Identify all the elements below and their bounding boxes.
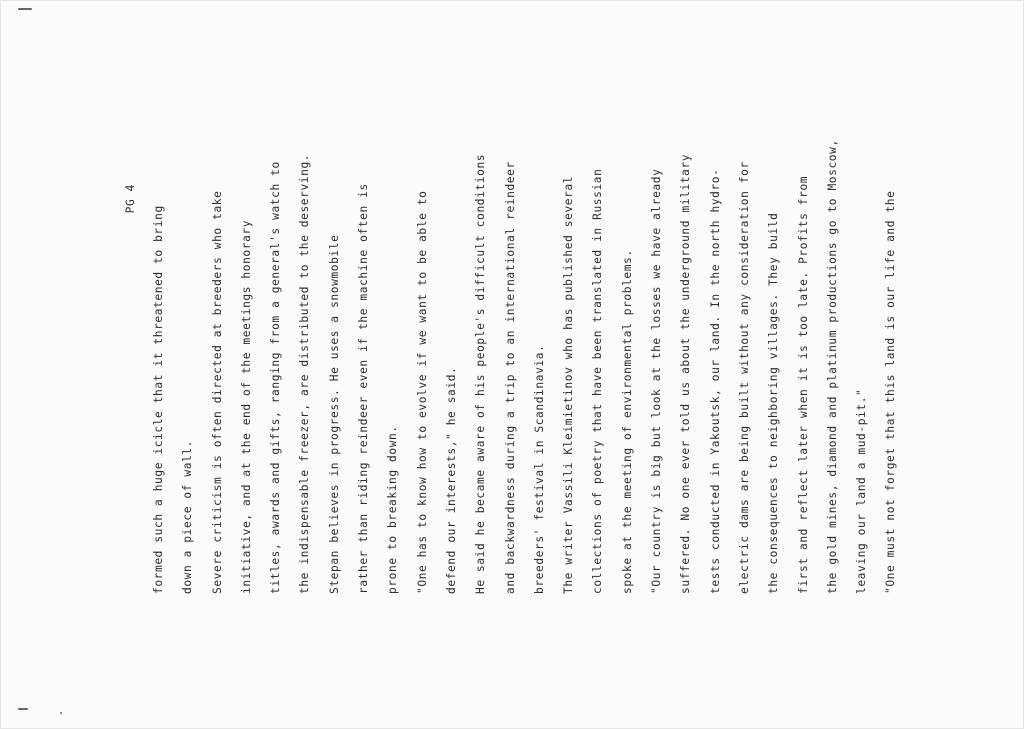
text-line: electric dams are being built without any consideration for bbox=[738, 161, 752, 594]
text-line: defend our interests," he said. bbox=[445, 366, 459, 594]
text-line: "Our country is big but look at the losses we have already bbox=[650, 168, 664, 594]
text-line: rather than riding reindeer even if the machine often is bbox=[357, 183, 371, 594]
text-line: breeders' festival in Scandinavia. bbox=[533, 344, 546, 594]
typed-text-block bbox=[118, 134, 906, 594]
text-line: suffered. No one ever told us about the underground military bbox=[679, 153, 693, 594]
text-line: titles, awards and gifts, ranging from a general's watch to bbox=[269, 161, 283, 594]
text-line: first and reflect later when it is too late. Profits from bbox=[796, 175, 810, 594]
text-line: down a piece of wall. bbox=[181, 439, 195, 594]
page-number: PG 4 bbox=[124, 184, 138, 214]
text-line: spoke at the meeting of environmental problems. bbox=[620, 249, 634, 594]
text-line: The writer Vassili Kleimietinov who has published several bbox=[562, 175, 576, 594]
text-line: Stepan believes in progress. He uses a snowmobile bbox=[327, 234, 341, 594]
text-line: tests conducted in Yakoutsk, our land. In the north hydro- bbox=[708, 168, 722, 594]
scan-mark bbox=[60, 712, 62, 714]
text-line: He said he became aware of his people's difficult conditions bbox=[474, 153, 488, 594]
text-line: "One must not forget that this land is our life and the bbox=[884, 190, 898, 594]
scan-mark bbox=[18, 708, 28, 710]
text-line: initiative, and at the end of the meetings honorary bbox=[240, 219, 254, 594]
text-line: Severe criticism is often directed at breeders who take bbox=[210, 190, 224, 594]
text-line: formed such a huge icicle that it threatened to bring bbox=[152, 205, 166, 594]
scan-mark bbox=[18, 8, 32, 10]
text-line: leaving our land a mud-pit." bbox=[855, 388, 869, 594]
text-line: the indispensable freezer, are distributed to the deserving. bbox=[298, 153, 312, 594]
text-line: the consequences to neighboring villages. They build bbox=[767, 212, 781, 594]
text-line: "One has to know how to evolve if we want to be able to bbox=[415, 190, 429, 594]
text-line: and backwardness during a trip to an international reindeer bbox=[503, 161, 517, 594]
text-line: the gold mines, diamond and platinum productions go to Moscow, bbox=[825, 139, 839, 594]
text-line: collections of poetry that have been translated in Russian bbox=[591, 168, 605, 594]
text-line: prone to breaking down. bbox=[386, 425, 400, 594]
